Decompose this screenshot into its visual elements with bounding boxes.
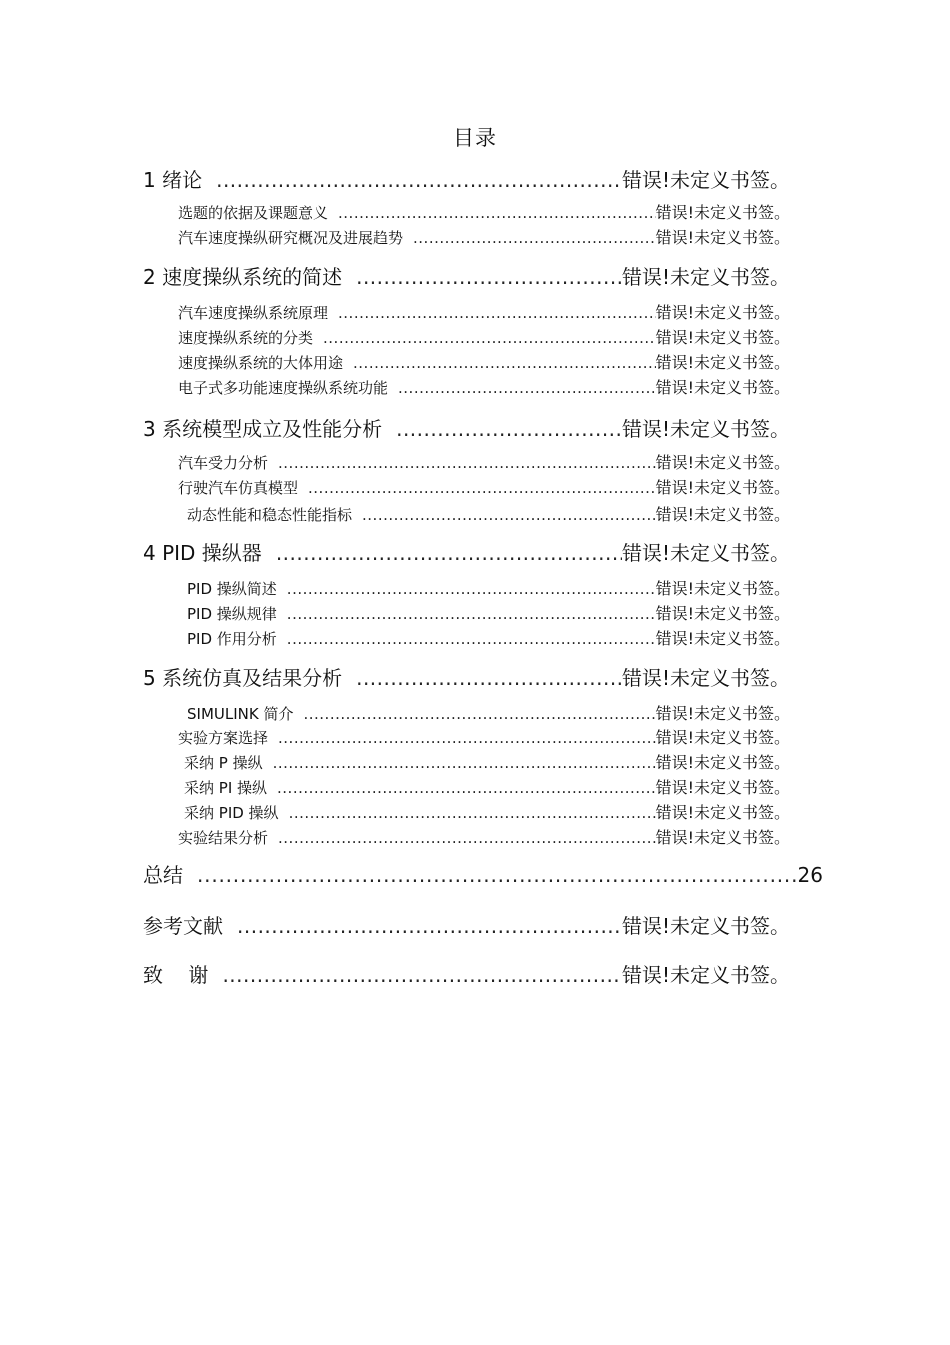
toc-label: 选题的依据及课题意义 — [178, 204, 329, 222]
toc-label: 参考文献 — [143, 914, 223, 938]
toc-references[interactable] — [143, 913, 790, 939]
toc-label: PID 操纵简述 — [187, 580, 277, 598]
toc-page-ref: 错误!未定义书签。 — [655, 803, 790, 822]
toc-label: 汽车速度操纵系统原理 — [178, 304, 329, 322]
toc-leader — [287, 579, 656, 599]
toc-label: 致 谢 — [143, 963, 209, 987]
toc-section-4-2[interactable] — [187, 604, 790, 624]
toc-section-5-1[interactable] — [187, 704, 790, 724]
toc-leader — [277, 778, 656, 798]
toc-label: 3 系统模型成立及性能分析 — [143, 417, 383, 441]
toc-page-ref: 错误!未定义书签。 — [655, 203, 790, 222]
toc-leader — [396, 416, 622, 442]
toc-section-5-6[interactable] — [178, 828, 790, 848]
toc-section-1-2[interactable] — [178, 228, 790, 248]
toc-label: 采纳 P 操纵 — [184, 754, 263, 772]
toc-page-ref: 错误!未定义书签。 — [655, 778, 790, 797]
toc-leader — [308, 478, 656, 498]
toc-label: 5 系统仿真及结果分析 — [143, 666, 343, 690]
toc-leader — [289, 803, 656, 823]
toc-page-ref: 错误!未定义书签。 — [655, 728, 790, 747]
toc-label: 电子式多功能速度操纵系统功能 — [178, 379, 389, 397]
toc-leader — [323, 328, 656, 348]
toc-chapter-5[interactable] — [143, 665, 790, 691]
toc-section-5-5[interactable] — [184, 803, 790, 823]
toc-section-2-2[interactable] — [178, 328, 790, 348]
toc-label: PID 作用分析 — [187, 630, 277, 648]
toc-page-ref: 错误!未定义书签。 — [621, 963, 790, 987]
toc-page-ref: 错误!未定义书签。 — [655, 228, 790, 247]
toc-page-ref: 错误!未定义书签。 — [621, 666, 790, 690]
toc-leader — [413, 228, 656, 248]
toc-section-4-3[interactable] — [187, 629, 790, 649]
toc-page-ref: 错误!未定义书签。 — [655, 704, 790, 723]
toc-leader — [338, 203, 656, 223]
toc-section-1-1[interactable] — [178, 203, 790, 223]
toc-chapter-2[interactable] — [143, 264, 790, 290]
toc-leader — [276, 540, 622, 566]
toc-label: 采纳 PID 操纵 — [184, 804, 279, 822]
toc-page-ref: 错误!未定义书签。 — [655, 353, 790, 372]
toc-page-ref: 错误!未定义书签。 — [655, 505, 790, 524]
toc-label: 实验结果分析 — [178, 829, 269, 847]
toc-leader — [353, 353, 656, 373]
toc-page-ref: 错误!未定义书签。 — [655, 828, 790, 847]
toc-label: 采纳 PI 操纵 — [184, 779, 268, 797]
toc-label: 汽车受力分析 — [178, 454, 269, 472]
toc-page-ref: 错误!未定义书签。 — [655, 629, 790, 648]
toc-section-3-2[interactable] — [178, 478, 790, 498]
toc-page-ref: 错误!未定义书签。 — [655, 604, 790, 623]
toc-leader — [338, 303, 656, 323]
toc-section-2-1[interactable] — [178, 303, 790, 323]
toc-page-ref: 错误!未定义书签。 — [655, 453, 790, 472]
toc-leader — [362, 505, 656, 525]
toc-page-ref: 错误!未定义书签。 — [655, 328, 790, 347]
toc-page-ref: 错误!未定义书签。 — [655, 303, 790, 322]
toc-section-2-4[interactable] — [178, 378, 790, 398]
toc-leader — [237, 913, 622, 939]
toc-leader — [278, 828, 656, 848]
toc-leader — [287, 604, 656, 624]
toc-leader — [303, 704, 655, 724]
toc-page-ref: 26 — [797, 863, 823, 887]
toc-page-ref: 错误!未定义书签。 — [621, 914, 790, 938]
toc-leader — [222, 962, 622, 988]
toc-leader — [278, 728, 656, 748]
toc-chapter-3[interactable] — [143, 416, 790, 442]
toc-label: 总结 — [143, 863, 183, 887]
toc-label: 4 PID 操纵器 — [143, 541, 262, 565]
toc-label: PID 操纵规律 — [187, 605, 277, 623]
toc-page-ref: 错误!未定义书签。 — [655, 478, 790, 497]
toc-section-5-2[interactable] — [178, 728, 790, 748]
toc-label: 实验方案选择 — [178, 729, 269, 747]
toc-label: SIMULINK 简介 — [187, 705, 294, 723]
toc-label: 汽车速度操纵研究概况及进展趋势 — [178, 229, 404, 247]
toc-label: 动态性能和稳态性能指标 — [187, 506, 353, 524]
toc-page-ref: 错误!未定义书签。 — [621, 168, 790, 192]
toc-section-4-1[interactable] — [187, 579, 790, 599]
toc-leader — [356, 665, 622, 691]
toc-label: 2 速度操纵系统的简述 — [143, 265, 343, 289]
toc-section-2-3[interactable] — [178, 353, 790, 373]
toc-page-ref: 错误!未定义书签。 — [621, 265, 790, 289]
toc-page-ref: 错误!未定义书签。 — [621, 541, 790, 565]
toc-page-ref: 错误!未定义书签。 — [655, 753, 790, 772]
toc-section-3-3[interactable] — [187, 505, 790, 525]
toc-section-5-4[interactable] — [184, 778, 790, 798]
toc-leader — [398, 378, 656, 398]
toc-chapter-4[interactable] — [143, 540, 790, 566]
toc-acknowledgements[interactable] — [143, 962, 790, 988]
toc-leader — [197, 862, 798, 888]
toc-page-ref: 错误!未定义书签。 — [655, 378, 790, 397]
toc-page-ref: 错误!未定义书签。 — [655, 579, 790, 598]
toc-label: 行驶汽车仿真模型 — [178, 479, 299, 497]
toc-label: 速度操纵系统的分类 — [178, 329, 314, 347]
toc-label: 1 绪论 — [143, 168, 203, 192]
toc-leader — [356, 264, 622, 290]
toc-leader — [273, 753, 656, 773]
toc-title: 目录 — [453, 126, 497, 150]
toc-section-3-1[interactable] — [178, 453, 790, 473]
toc-summary[interactable] — [143, 862, 823, 888]
toc-leader — [287, 629, 656, 649]
toc-section-5-3[interactable] — [184, 753, 790, 773]
toc-page-ref: 错误!未定义书签。 — [621, 417, 790, 441]
toc-leader — [216, 167, 622, 193]
toc-leader — [278, 453, 656, 473]
toc-chapter-1[interactable] — [143, 167, 790, 193]
toc-label: 速度操纵系统的大体用途 — [178, 354, 344, 372]
